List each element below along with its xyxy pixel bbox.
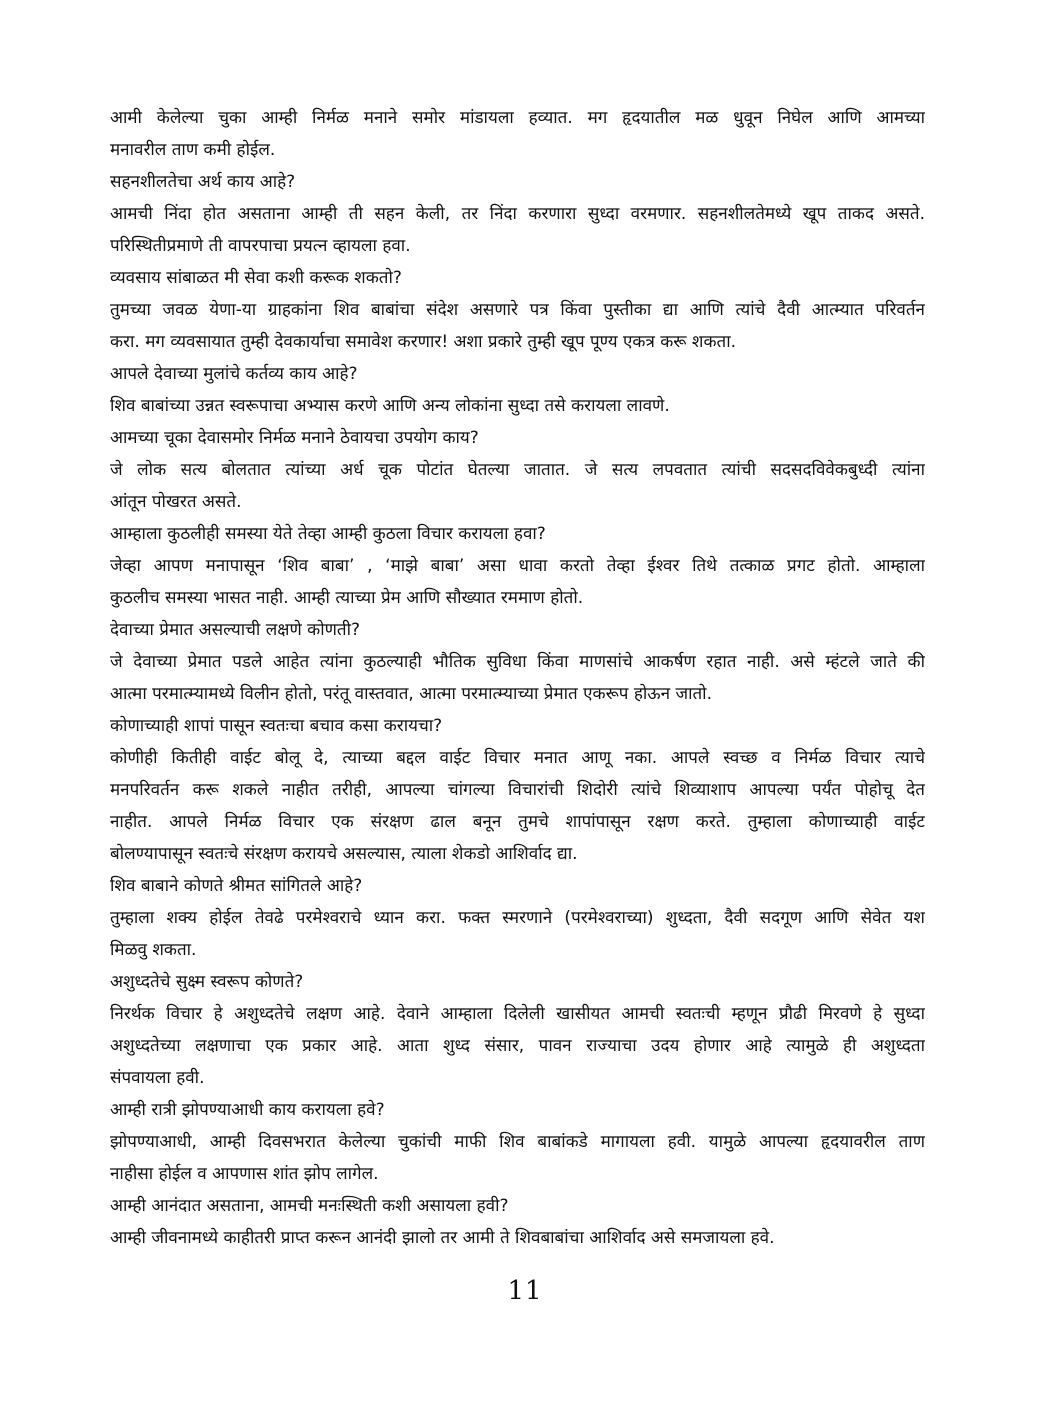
question-heading: अशुध्दतेचे सुक्ष्म स्वरूप कोणते? (110, 972, 304, 992)
question-heading: आम्हाला कुठलीही समस्या येते तेव्हा आम्ही कुठला विचार करायला हवा? (110, 524, 546, 544)
question-heading: आपले देवाच्या मुलांचे कर्तव्य काय आहे? (110, 364, 358, 384)
text-line: तुम्हाला शक्य होईल तेवढे परमेश्वराचे ध्यान करा. फक्त स्मरणाने (परमेश्वराच्या) शुध्दता, दैवी सदगूण आणि सेवेत यश (110, 908, 925, 928)
text-line: निरर्थक विचार हे अशुध्दतेचे लक्षण आहे. देवाने आम्हाला दिलेली खासीयत आमची स्वतःची म्हणून प्रौढी मिरवणे हे सुध्दा (110, 1004, 925, 1024)
text-line: आत्मा परमात्म्यामध्ये विलीन होतो, परंतू वास्तवात, आत्मा परमात्म्याच्या प्रेमात एकरूप होऊन जातो. (110, 684, 712, 704)
question-heading: आमच्या चूका देवासमोर निर्मळ मनाने ठेवायचा उपयोग काय? (110, 428, 479, 448)
question-heading: सहनशीलतेचा अर्थ काय आहे? (110, 172, 296, 192)
text-line: जे देवाच्या प्रेमात पडले आहेत त्यांना कुठल्याही भौतिक सुविधा किंवा माणसांचे आकर्षण रहात नाही. असे म्हंटले जाते की (110, 652, 925, 672)
text-line: बोलण्यापासून स्वतःचे संरक्षण करायचे असल्यास, त्याला शेकडो आशिर्वाद द्या. (110, 844, 578, 864)
text-line: अशुध्दतेच्या लक्षणाचा एक प्रकार आहे. आता शुध्द संसार, पावन राज्याचा उदय होणार आहे त्यामुळे ही अशुध्दता (110, 1036, 925, 1056)
question-heading: देवाच्या प्रेमात असल्याची लक्षणे कोणती? (110, 620, 361, 640)
text-line: मनपरिवर्तन करू शकले नाहीत तरीही, आपल्या चांगल्या विचारांची शिदोरी त्यांचे शिव्याशाप आपल्या पर्यंत पोहोचू देत (110, 780, 925, 800)
question-heading: व्यवसाय सांबाळत मी सेवा कशी करूक शकतो? (110, 268, 402, 288)
text-line: नाहीसा होईल व आपणास शांत झोप लागेल. (110, 1164, 379, 1184)
text-line: जे लोक सत्य बोलतात त्यांच्या अर्ध चूक पोटांत घेतल्या जातात. जे सत्य लपवतात त्यांची सदसदविवेकबुध्दी त्यांना (110, 460, 925, 480)
text-line: आम्ही जीवनामध्ये काहीतरी प्राप्त करून आनंदी झालो तर आमी ते शिवबाबांचा आशिर्वाद असे समजायला हवे. (110, 1228, 775, 1248)
document-body (110, 102, 925, 1317)
text-line: जेव्हा आपण मनापासून ‘शिव बाबा’ , ‘माझे बाबा’ असा धावा करतो तेव्हा ईश्वर तिथे तत्काळ प्रगट होतो. आम्हाला (110, 556, 925, 576)
text-line: नाहीत. आपले निर्मळ विचार एक संरक्षण ढाल बनून तुमचे शापांपासून रक्षण करते. तुम्हाला कोणाच्याही वाईट (110, 812, 925, 832)
text-line: परिस्थितीप्रमाणे ती वापरपाचा प्रयत्न व्हायला हवा. (110, 236, 411, 256)
page-number: 11 (507, 1276, 543, 1306)
text-line: शिव बाबांच्या उन्नत स्वरूपाचा अभ्यास करणे आणि अन्य लोकांना सुध्दा तसे करायला लावणे. (110, 396, 670, 416)
text-line: आमची निंदा होत असताना आम्ही ती सहन केली, तर निंदा करणारा सुध्दा वरमणार. सहनशीलतेमध्ये खूप ताकद असते. (110, 204, 925, 224)
text-line: मनावरील ताण कमी होईल. (110, 140, 276, 160)
question-heading: आम्ही आनंदात असताना, आमची मनःस्थिती कशी असायला हवी? (110, 1196, 509, 1216)
text-line: संपवायला हवी. (110, 1068, 205, 1088)
question-heading: आम्ही रात्री झोपण्याआधी काय करायला हवे? (110, 1100, 385, 1120)
text-line: करा. मग व्यवसायात तुम्ही देवकार्याचा समावेश करणार! अशा प्रकारे तुम्ही खूप पूण्य एकत्र करू शकता. (110, 332, 737, 352)
text-line: आंतून पोखरत असते. (110, 492, 242, 512)
question-heading: शिव बाबाने कोणते श्रीमत सांगितले आहे? (110, 876, 363, 896)
text-line: आमी केलेल्या चुका आम्ही निर्मळ मनाने समोर मांडायला हव्यात. मग हृदयातील मळ धुवून निघेल आणि आमच्या (110, 108, 925, 128)
text-line: कोणीही कितीही वाईट बोलू दे, त्याच्या बद्दल वाईट विचार मनात आणू नका. आपले स्वच्छ व निर्मळ विचार त्याचे (110, 748, 925, 768)
text-line: मिळवु शकता. (110, 940, 197, 960)
text-line: तुमच्या जवळ येणा-या ग्राहकांना शिव बाबांचा संदेश असणारे पत्र किंवा पुस्तीका द्या आणि त्यांचे दैवी आत्म्यात परिवर्तन (110, 300, 925, 320)
text-line: झोपण्याआधी, आम्ही दिवसभरात केलेल्या चुकांची माफी शिव बाबांकडे मागायला हवी. यामुळे आपल्या हृदयावरील ताण (110, 1132, 925, 1152)
question-heading: कोणाच्याही शापां पासून स्वतःचा बचाव कसा करायचा? (110, 716, 443, 736)
text-line: कुठलीच समस्या भासत नाही. आम्ही त्याच्या प्रेम आणि सौख्यात रममाण होतो. (110, 588, 584, 608)
